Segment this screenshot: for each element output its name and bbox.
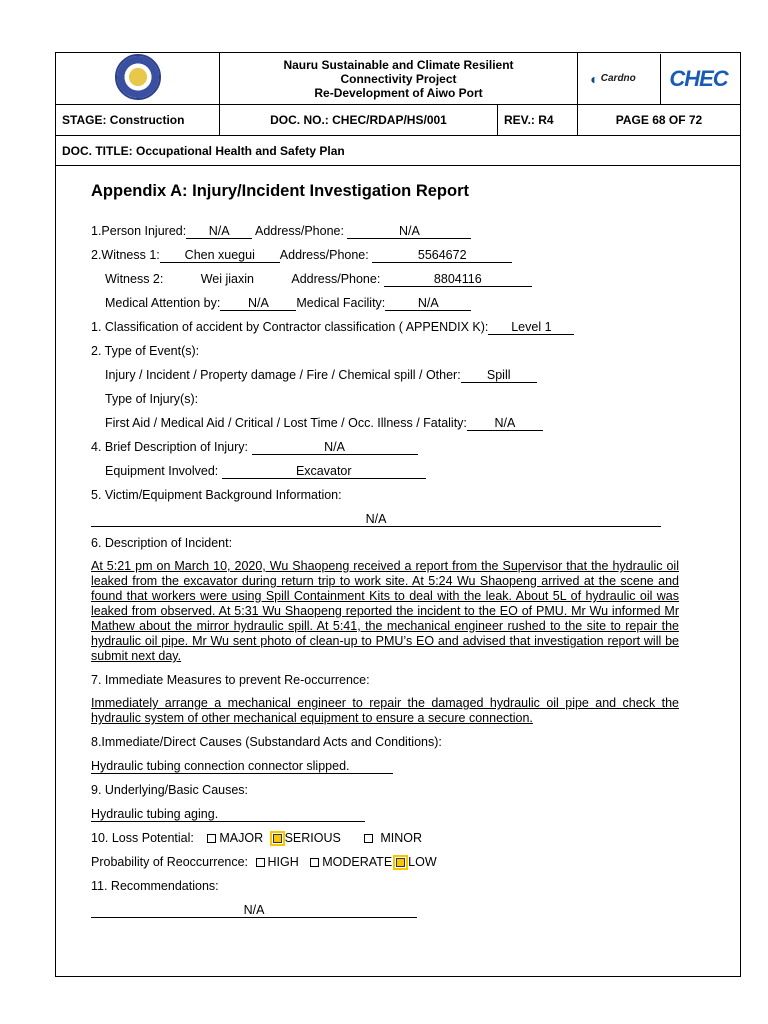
recommendations-value: N/A	[91, 903, 417, 918]
recommendations-line	[91, 898, 679, 922]
classification-line: 1. Classification of accident by Contractor classification ( APPENDIX K): Level 1	[91, 315, 679, 339]
event-other-value: Spill	[461, 368, 537, 383]
document-header	[55, 52, 741, 166]
prob-low-checkbox[interactable]	[396, 858, 405, 867]
chec-logo: C HEC	[660, 54, 727, 104]
doc-title-cell: DOC. TITLE: Occupational Health and Safety Plan	[56, 136, 741, 166]
loss-minor-checkbox[interactable]	[364, 834, 373, 843]
person-injured-value: N/A	[186, 224, 252, 239]
medical-attention-value: N/A	[220, 296, 296, 311]
basic-causes-heading: 9. Underlying/Basic Causes:	[91, 783, 249, 797]
loss-major-checkbox[interactable]	[207, 834, 216, 843]
page-number-cell: PAGE 68 OF 72	[578, 105, 741, 136]
equipment-value: Excavator	[222, 464, 426, 479]
loss-potential-line: 10. Loss Potential: MAJOR SERIOUS MINOR	[91, 831, 422, 845]
measures-description: Immediately arrange a mechanical engineer to repair the damaged hydraulic oil pipe and check the hydraulic system of other mechanical equipment to ensure a secure connection.	[91, 696, 679, 725]
witness1-phone: 5564672	[372, 248, 512, 263]
person-injured-line: 1.Person Injured: N/A Address/Phone: N/A	[91, 219, 679, 243]
type-injury-heading: Type of Injury(s):	[105, 392, 199, 406]
witness2-line: Witness 2: Wei jiaxin Address/Phone: 8804116	[91, 267, 679, 291]
witness2-phone: 8804116	[384, 272, 532, 287]
type-event-heading: 2. Type of Event(s):	[91, 344, 200, 358]
medical-facility-value: N/A	[385, 296, 471, 311]
background-line	[91, 507, 679, 531]
event-options-line: Injury / Incident / Property damage / Fire / Chemical spill / Other: Spill	[91, 363, 679, 387]
basic-causes-value: Hydraulic tubing aging.	[91, 807, 365, 822]
classification-value: Level 1	[488, 320, 574, 335]
revision-cell: REV.: R4	[498, 105, 578, 136]
cardno-wave-icon: ◐	[590, 70, 599, 87]
medical-line: Medical Attention by: N/A Medical Facility: N/A	[91, 291, 679, 315]
report-body	[91, 182, 679, 922]
witness1-name: Chen xuegui	[160, 248, 280, 263]
incident-heading: 6. Description of Incident:	[91, 536, 233, 550]
prob-moderate-checkbox[interactable]	[310, 858, 319, 867]
probability-line: Probability of Reoccurrence: HIGH MODERATE LOW	[91, 855, 437, 869]
injury-options-line: First Aid / Medical Aid / Critical / Lost Time / Occ. Illness / Fatality: N/A	[91, 411, 679, 435]
partner-logos-cell	[578, 53, 741, 105]
doc-number-cell: DOC. NO.: CHEC/RDAP/HS/001	[220, 105, 498, 136]
project-name: Nauru Sustainable and Climate Resilient Connectivity Project Re-Development of Aiwo Port	[220, 53, 578, 105]
seal-logo-cell	[56, 53, 220, 105]
incident-description: At 5:21 pm on March 10, 2020, Wu Shaopeng received a report from the Supervisor that the hydraulic oil leaked from the excavator during return trip to work site. At 5:24 Wu Shaopeng arrived at the scene and found that workers were using Spill Containment Kits to deal with the leak. About 5L of hydraulic oil was leaked from observed. At 5:31 Wu Shaopeng reported the incident to the EO of PMU. Mr Wu informed Mr Mathew about the mirror hydraulic spill. At 5:41, the mechanical engineer rushed to the site to repair the hydraulic oil pipe. Mr Wu sent photo of clean-up to PMU’s EO and advised that investigation report will be submit next day.	[91, 559, 679, 663]
injury-value: N/A	[467, 416, 543, 431]
brief-desc-value: N/A	[252, 440, 418, 455]
report-title: Appendix A: Injury/Incident Investigation Report	[91, 182, 469, 200]
witness2-name: Wei jiaxin	[200, 272, 254, 286]
direct-causes-heading: 8.Immediate/Direct Causes (Substandard Acts and Conditions):	[91, 735, 442, 749]
recommendations-heading: 11. Recommendations:	[91, 879, 219, 893]
nauru-seal-logo	[115, 54, 161, 100]
background-value: N/A	[91, 512, 661, 527]
loss-serious-checkbox[interactable]	[273, 834, 282, 843]
direct-causes-line	[91, 754, 679, 778]
basic-causes-line	[91, 802, 679, 826]
brief-desc-line: 4. Brief Description of Injury: N/A	[91, 435, 679, 459]
direct-causes-value: Hydraulic tubing connection connector slipped.	[91, 759, 393, 774]
prob-high-checkbox[interactable]	[256, 858, 265, 867]
cardno-logo: ◐ Cardno	[590, 70, 636, 87]
background-heading: 5. Victim/Equipment Background Information:	[91, 488, 342, 502]
witness1-line: 2.Witness 1: Chen xuegui Address/Phone: 5564672	[91, 243, 679, 267]
equipment-line: Equipment Involved: Excavator	[91, 459, 679, 483]
stage-cell: STAGE: Construction	[56, 105, 220, 136]
chec-c-icon: C	[669, 65, 685, 91]
person-address-value: N/A	[347, 224, 471, 239]
measures-heading: 7. Immediate Measures to prevent Re-occurrence:	[91, 673, 370, 687]
